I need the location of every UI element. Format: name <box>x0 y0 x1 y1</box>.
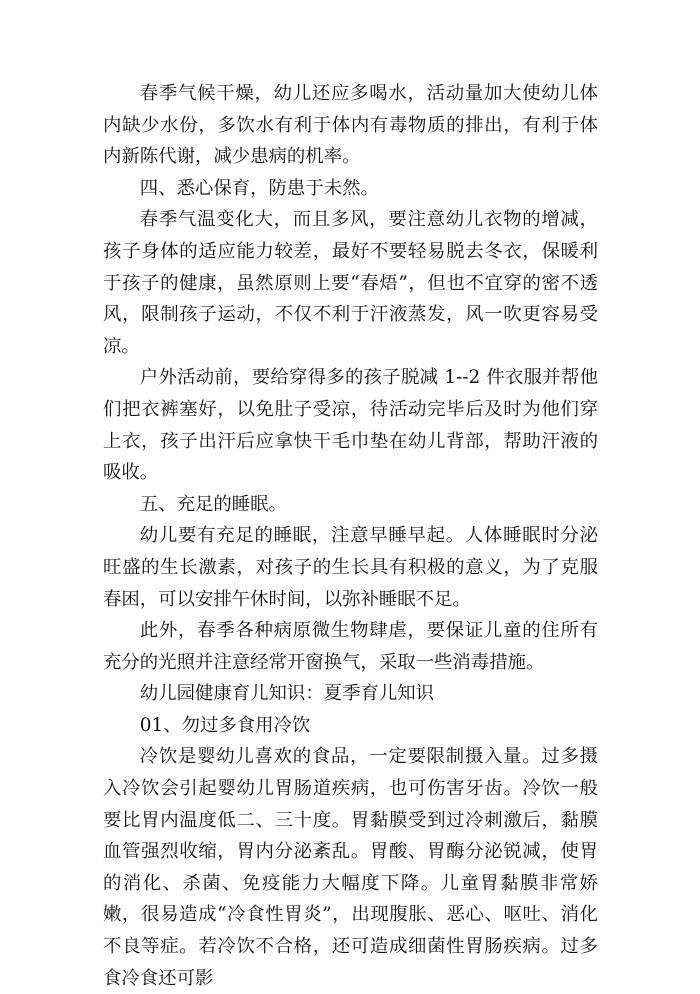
paragraph: 春季气温变化大，而且多风，要注意幼儿衣物的增减，孩子身体的适应能力较差，最好不要轻易脱去冬衣，保暖利于孩子的健康，虽然原则上要“春焐”，但也不宜穿的密不透风，限制孩子运动，不仅不利于汗液蒸发，风一吹更容易受凉。 <box>103 209 598 357</box>
paragraph: 冷饮是婴幼儿喜欢的食品，一定要限制摄入量。过多摄入冷饮会引起婴幼儿胃肠道疾病，也可伤害牙齿。冷饮一般要比胃内温度低二、三十度。胃黏膜受到过冷刺激后，黏膜血管强烈收缩，胃内分泌紊乱。胃酸、胃酶分泌锐减，使胃的消化、杀菌、免疫能力大幅度下降。儿童胃黏膜非常娇嫩，很易造成“冷食性胃炎”，出现腹胀、恶心、呕吐、消化不良等症。若冷饮不合格，还可造成细菌性胃肠疾病。过多食冷食还可影 <box>103 746 598 989</box>
paragraph: 幼儿要有充足的睡眠，注意早睡早起。人体睡眠时分泌旺盛的生长激素，对孩子的生长具有积极的意义，为了克服春困，可以安排午休时间，以弥补睡眠不足。 <box>103 525 598 610</box>
section-heading: 01、勿过多食用冷饮 <box>139 714 311 736</box>
paragraph: 春季气候干燥，幼儿还应多喝水，活动量加大使幼儿体内缺少水份，多饮水有利于体内有毒物质的排出，有利于体内新陈代谢，减少患病的机率。 <box>103 83 598 168</box>
document-body <box>103 78 598 994</box>
paragraph: 此外，春季各种病原微生物肆虐，要保证儿童的住所有充分的光照并注意经常开窗换气，采取一些消毒措施。 <box>103 620 598 673</box>
section-heading: 四、悉心保育，防患于未然。 <box>139 177 379 199</box>
paragraph: 户外活动前，要给穿得多的孩子脱减 1--2 件衣服并帮他们把衣裤塞好，以免肚子受凉，待活动完毕后及时为他们穿上衣，孩子出汗后应拿快干毛巾垫在幼儿背部，帮助汗液的吸收。 <box>103 367 598 484</box>
section-title: 幼儿园健康育儿知识：夏季育儿知识 <box>139 683 435 705</box>
section-heading: 五、充足的睡眠。 <box>139 493 287 515</box>
